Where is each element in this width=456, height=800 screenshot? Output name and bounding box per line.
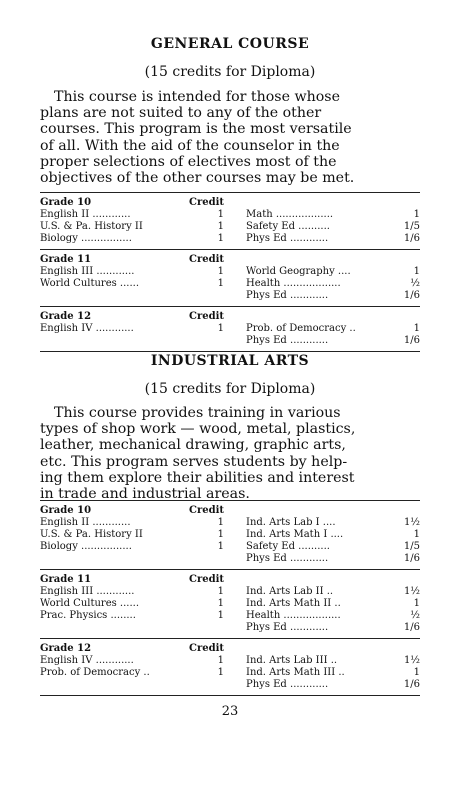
grade-left-column [40, 254, 230, 302]
course-credit: 1 [217, 278, 224, 289]
course-credit: 1 [217, 209, 224, 220]
grade-right-column [230, 197, 420, 245]
grade-block [40, 254, 420, 302]
course-name: Ind. Arts Lab I .... [246, 517, 336, 528]
course-name: Prac. Physics ........ [40, 610, 136, 621]
grade-left-column [40, 311, 230, 347]
course-credit: 1/5 [403, 541, 420, 552]
divider-rule [40, 695, 420, 696]
course-row [246, 278, 420, 290]
course-credit: 1 [413, 209, 420, 220]
course-name: Ind. Arts Math I .... [246, 529, 344, 540]
course-row [40, 323, 224, 335]
intro-line: ing them explore their abilities and interest [40, 469, 355, 486]
course-credit: 1/6 [403, 335, 420, 346]
section-subtitle: (15 credits for Diploma) [144, 64, 316, 80]
course-credit: 1 [217, 323, 224, 334]
grade-label: Grade 11 [40, 574, 92, 585]
course-name: Phys Ed ............ [246, 553, 329, 564]
intro-line: courses. This program is the most versatile [40, 121, 352, 138]
course-name: World Geography .... [246, 266, 351, 277]
intro-line: of all. With the aid of the counselor in the [40, 137, 340, 154]
course-row [246, 541, 420, 553]
grade-right-column [230, 574, 420, 634]
course-name: English IV ............ [40, 323, 134, 334]
course-credit: 1/5 [403, 221, 420, 232]
course-row [40, 598, 224, 610]
grade-header [40, 574, 224, 586]
course-name: World Cultures ...... [40, 598, 140, 609]
course-credit: 1 [217, 517, 224, 528]
course-name: English II ............ [40, 209, 131, 220]
grade-header [40, 505, 224, 517]
course-credit: 1/6 [403, 553, 420, 564]
industrial-arts-table [40, 500, 420, 696]
course-row [246, 610, 420, 622]
divider-rule [40, 500, 420, 501]
course-name: Ind. Arts Math II .. [246, 598, 341, 609]
credit-label: Credit [189, 311, 224, 322]
course-name: Math .................. [246, 209, 334, 220]
grade-block [40, 643, 420, 691]
course-credit: 1 [217, 221, 224, 232]
intro-line: This course provides training in various [54, 405, 341, 421]
divider-rule [40, 569, 420, 570]
course-name: Safety Ed .......... [246, 541, 330, 552]
grade-label: Grade 10 [40, 197, 92, 208]
grade-left-column [40, 197, 230, 245]
course-credit: 1/6 [403, 622, 420, 633]
course-row [40, 655, 224, 667]
course-name: Health .................. [246, 610, 341, 621]
course-credit: 1 [217, 586, 224, 597]
course-name: Biology ................ [40, 233, 132, 244]
grade-label: Grade 12 [40, 643, 92, 654]
course-row [246, 266, 420, 278]
intro-line: types of shop work — wood, metal, plastics, [40, 421, 356, 438]
course-credit: 1 [217, 541, 224, 552]
general-course-table [40, 192, 420, 352]
grade-block [40, 197, 420, 245]
course-name: Safety Ed .......... [246, 221, 330, 232]
course-credit: 1 [217, 667, 224, 678]
grade-block [40, 574, 420, 634]
divider-rule [40, 351, 420, 352]
course-row [40, 586, 224, 598]
course-row [246, 529, 420, 541]
course-name: Phys Ed ............ [246, 335, 329, 346]
intro-line: proper selections of electives most of the [40, 153, 337, 170]
course-name: English III ............ [40, 586, 135, 597]
course-name: Ind. Arts Math III .. [246, 667, 345, 678]
section-intro [40, 89, 420, 186]
industrial-arts-section [40, 353, 420, 502]
intro-line: leather, mechanical drawing, graphic arts, [40, 437, 346, 454]
course-credit: 1 [217, 266, 224, 277]
course-row [246, 622, 420, 634]
course-row [246, 679, 420, 691]
course-row [40, 667, 224, 679]
course-row [246, 290, 420, 302]
credit-label: Credit [189, 574, 224, 585]
course-row [246, 517, 420, 529]
course-credit: 1 [413, 598, 420, 609]
course-name: U.S. & Pa. History II [40, 221, 143, 232]
grade-left-column [40, 574, 230, 634]
course-name: World Cultures ...... [40, 278, 140, 289]
course-credit: 1 [217, 655, 224, 666]
grade-header [40, 197, 224, 209]
course-credit: 1½ [403, 517, 420, 528]
course-row [246, 667, 420, 679]
general-course-section [40, 36, 420, 186]
intro-line: This course is intended for those whose [54, 89, 340, 105]
course-credit: 1 [217, 233, 224, 244]
course-row [246, 209, 420, 221]
course-row [40, 278, 224, 290]
course-name: Biology ................ [40, 541, 132, 552]
course-credit: 1/6 [403, 290, 420, 301]
grade-left-column [40, 505, 230, 565]
course-row [246, 598, 420, 610]
grade-right-column [230, 311, 420, 347]
grade-right-column [230, 505, 420, 565]
course-row [40, 266, 224, 278]
course-row [246, 323, 420, 335]
course-name: Prob. of Democracy .. [40, 667, 150, 678]
course-credit: 1/6 [403, 233, 420, 244]
intro-line: in trade and industrial areas. [40, 486, 250, 503]
course-credit: ½ [410, 610, 420, 621]
credit-label: Credit [189, 197, 224, 208]
grade-right-column [230, 643, 420, 691]
grade-left-column [40, 643, 230, 691]
page-number: 23 [221, 704, 239, 719]
course-row [246, 233, 420, 245]
course-row [40, 541, 224, 553]
credit-label: Credit [189, 505, 224, 516]
course-name: Ind. Arts Lab III .. [246, 655, 338, 666]
course-row [40, 529, 224, 541]
course-credit: 1 [217, 598, 224, 609]
course-credit: 1 [413, 266, 420, 277]
course-name: Ind. Arts Lab II .. [246, 586, 334, 597]
course-credit: 1/6 [403, 679, 420, 690]
course-name: U.S. & Pa. History II [40, 529, 143, 540]
grade-header [40, 254, 224, 266]
course-row [40, 221, 224, 233]
course-row [40, 233, 224, 245]
divider-rule [40, 638, 420, 639]
course-row [40, 610, 224, 622]
grade-right-column [230, 254, 420, 302]
course-credit: 1 [217, 529, 224, 540]
course-name: Phys Ed ............ [246, 233, 329, 244]
course-row [246, 553, 420, 565]
course-name: Phys Ed ............ [246, 290, 329, 301]
course-row [40, 209, 224, 221]
course-credit: 1 [413, 529, 420, 540]
credit-label: Credit [189, 254, 224, 265]
intro-line: objectives of the other courses may be met. [40, 170, 355, 187]
course-row [246, 586, 420, 598]
course-row [246, 221, 420, 233]
grade-header [40, 643, 224, 655]
grade-label: Grade 10 [40, 505, 92, 516]
course-row [246, 655, 420, 667]
course-name: Prob. of Democracy .. [246, 323, 356, 334]
divider-rule [40, 306, 420, 307]
section-title: GENERAL COURSE [150, 36, 310, 52]
course-credit: 1 [413, 667, 420, 678]
course-name: English IV ............ [40, 655, 134, 666]
course-name: English II ............ [40, 517, 131, 528]
divider-rule [40, 249, 420, 250]
section-subtitle: (15 credits for Diploma) [144, 381, 316, 397]
course-row [40, 517, 224, 529]
course-name: Phys Ed ............ [246, 622, 329, 633]
course-credit: 1 [413, 323, 420, 334]
course-name: English III ............ [40, 266, 135, 277]
course-credit: 1½ [403, 586, 420, 597]
course-name: Health .................. [246, 278, 341, 289]
course-credit: 1 [217, 610, 224, 621]
grade-label: Grade 11 [40, 254, 92, 265]
intro-line: etc. This program serves students by help- [40, 453, 348, 470]
course-row [246, 335, 420, 347]
credit-label: Credit [189, 643, 224, 654]
grade-block [40, 311, 420, 347]
grade-label: Grade 12 [40, 311, 92, 322]
section-intro [40, 405, 420, 502]
course-name: Phys Ed ............ [246, 679, 329, 690]
course-credit: ½ [410, 278, 420, 289]
grade-header [40, 311, 224, 323]
intro-line: plans are not suited to any of the other [40, 105, 322, 122]
section-title: INDUSTRIAL ARTS [150, 353, 310, 369]
course-credit: 1½ [403, 655, 420, 666]
grade-block [40, 505, 420, 565]
divider-rule [40, 192, 420, 193]
